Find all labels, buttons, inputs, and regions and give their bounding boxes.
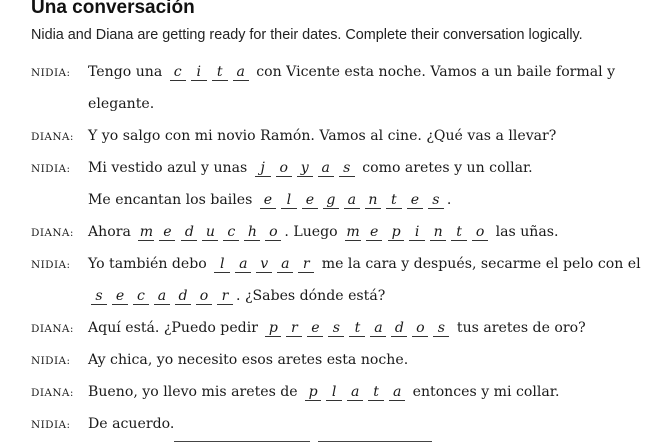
text-segment: . ¿Sabes dónde está? (236, 288, 386, 304)
blank-letter: l (281, 192, 297, 209)
blank-letter: v (256, 256, 272, 273)
dialogue-text (88, 320, 586, 337)
blank-letter: e (302, 192, 318, 209)
blank-letter: e (307, 320, 323, 337)
dialogue-text (88, 64, 615, 81)
blank-letter: d (181, 224, 197, 241)
blank-letter: p (265, 320, 281, 337)
answer-blank[interactable] (260, 192, 444, 209)
blank-letter: r (286, 320, 302, 337)
blank-letter: o (472, 224, 488, 241)
blank-letter: u (202, 224, 218, 241)
answer-blank[interactable] (265, 320, 449, 337)
blank-letter: o (196, 288, 212, 305)
blank-letter: a (235, 256, 251, 273)
text-segment: Y yo salgo con mi novio Ramón. Vamos al cine. ¿Qué vas a llevar? (88, 128, 557, 144)
answer-blank[interactable] (388, 224, 488, 241)
footer-rule-left (174, 441, 310, 442)
dialogue-line (0, 351, 672, 375)
blank-letter: t (212, 64, 228, 81)
page-title: Una conversación (31, 0, 195, 18)
dialogue-line (0, 415, 672, 439)
dialogue-line (0, 223, 672, 247)
blank-letter: a (389, 384, 405, 401)
text-segment: Me encantan los bailes (88, 192, 257, 208)
dialogue-line (0, 255, 672, 279)
footer-rule-right (318, 441, 432, 442)
answer-blank[interactable] (170, 64, 249, 81)
blank-letter: y (297, 160, 313, 177)
answer-blank[interactable] (181, 224, 281, 241)
blank-letter: a (370, 320, 386, 337)
dialogue-text (88, 224, 558, 241)
blank-letter: i (409, 224, 425, 241)
blank-letter: o (412, 320, 428, 337)
blank-letter: s (428, 192, 444, 209)
text-segment: Ay chica, yo necesito esos aretes esta noche. (88, 352, 409, 368)
blank-letter: s (339, 160, 355, 177)
blank-letter: d (391, 320, 407, 337)
blank-letter: s (91, 288, 107, 305)
blank-letter: e (407, 192, 423, 209)
dialogue-line (0, 383, 672, 407)
instructions: Nidia and Diana are getting ready for their dates. Complete their conversation logically. (31, 27, 583, 43)
blank-letter: t (368, 384, 384, 401)
speaker-label: NIDIA: (31, 259, 71, 271)
speaker-label: NIDIA: (31, 67, 71, 79)
text-segment: De acuerdo. (88, 416, 175, 432)
blank-letter: a (233, 64, 249, 81)
blank-letter: e (112, 288, 128, 305)
blank-letter: d (175, 288, 191, 305)
dialogue-text (88, 160, 533, 177)
dialogue-line (0, 95, 672, 119)
blank-letter: l (214, 256, 230, 273)
dialogue-text (88, 288, 385, 305)
dialogue-text (88, 416, 174, 432)
answer-blank[interactable] (345, 224, 382, 241)
blank-letter: m (346, 224, 360, 240)
dialogue-text (88, 128, 556, 144)
speaker-label: DIANA: (31, 323, 74, 335)
answer-blank[interactable] (305, 384, 405, 401)
blank-letter: a (277, 256, 293, 273)
text-segment: Bueno, yo llevo mis aretes de (88, 384, 303, 400)
blank-letter: a (347, 384, 363, 401)
text-segment: Aquí está. ¿Puedo pedir (88, 320, 263, 336)
text-segment: elegante. (88, 96, 155, 112)
blank-letter: s (433, 320, 449, 337)
blank-letter: c (223, 224, 239, 241)
dialogue-line (0, 319, 672, 343)
blank-letter: n (365, 192, 381, 209)
dialogue-text (88, 384, 559, 401)
answer-blank[interactable] (91, 288, 233, 305)
blank-letter: a (154, 288, 170, 305)
blank-letter: e (159, 224, 175, 241)
blank-letter: l (326, 384, 342, 401)
blank-letter: s (328, 320, 344, 337)
blank-letter: p (305, 384, 321, 401)
blank-letter: t (349, 320, 365, 337)
blank-letter: o (276, 160, 292, 177)
dialogue-line (0, 63, 672, 87)
blank-letter: h (244, 224, 260, 241)
dialogue-line (0, 159, 672, 183)
blank-letter: p (388, 224, 404, 241)
speaker-label: NIDIA: (31, 163, 71, 175)
blank-letter: e (260, 192, 276, 209)
blank-letter: t (386, 192, 402, 209)
dialogue-text (88, 192, 451, 209)
speaker-label: DIANA: (31, 227, 74, 239)
blank-letter: a (344, 192, 360, 209)
dialogue-text (88, 96, 154, 112)
blank-letter: e (366, 224, 382, 241)
text-segment: Ahora (88, 224, 136, 240)
blank-letter: i (191, 64, 207, 81)
dialogue-line (0, 127, 672, 151)
text-segment: Yo también debo (88, 256, 212, 272)
speaker-label: NIDIA: (31, 355, 71, 367)
speaker-label: DIANA: (31, 131, 74, 143)
text-segment: Tengo una (88, 64, 167, 80)
blank-letter: t (451, 224, 467, 241)
text-segment: . Luego (284, 224, 343, 240)
text-segment: me la cara y después, secarme el pelo con el (317, 256, 641, 272)
dialogue-line (0, 287, 672, 311)
blank-letter: o (265, 224, 281, 241)
speaker-label: DIANA: (31, 387, 74, 399)
text-segment: como aretes y un collar. (357, 160, 533, 176)
blank-letter: n (430, 224, 446, 241)
blank-letter: a (318, 160, 334, 177)
answer-blank[interactable] (255, 160, 355, 177)
text-segment: Mi vestido azul y unas (88, 160, 252, 176)
text-segment: tus aretes de oro? (452, 320, 586, 336)
blank-letter: m (139, 224, 154, 240)
speaker-label: NIDIA: (31, 419, 71, 431)
dialogue-text (88, 256, 641, 273)
blank-letter: g (323, 192, 339, 209)
dialogue-line (0, 191, 672, 215)
text-segment: entonces y mi collar. (408, 384, 560, 400)
blank-letter: c (170, 64, 186, 81)
text-segment: con Vicente esta noche. Vamos a un baile formal y (251, 64, 616, 80)
text-segment: las uñas. (491, 224, 559, 240)
blank-letter: r (298, 256, 314, 273)
answer-blank[interactable] (138, 224, 175, 241)
blank-letter: j (255, 160, 271, 177)
blank-letter: r (217, 288, 233, 305)
blank-letter: c (133, 288, 149, 305)
dialogue-text (88, 352, 408, 368)
text-segment: . (446, 192, 452, 208)
answer-blank[interactable] (214, 256, 314, 273)
